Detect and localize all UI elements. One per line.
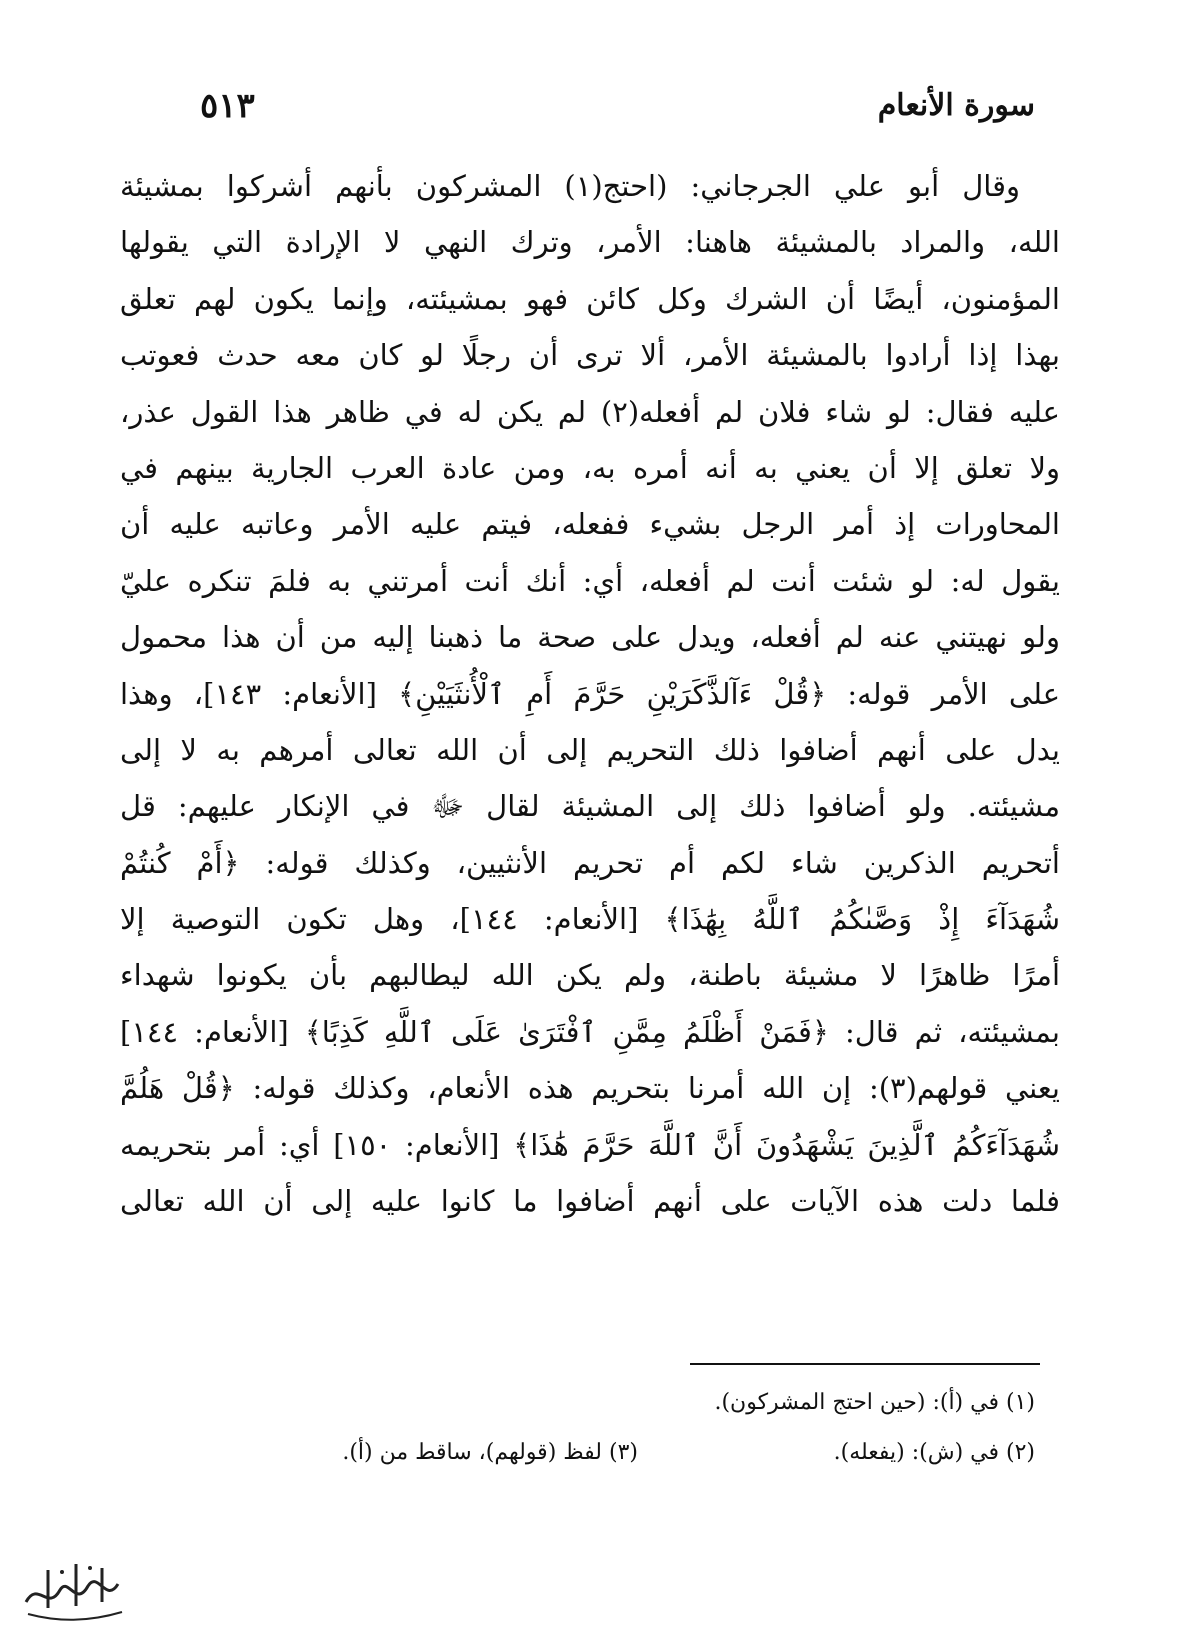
footnote-line [150,1378,1035,1428]
text-line: المحاورات إذ أمر الرجل بشيء ففعله، فيتم عليه الأمر وعاتبه عليه أن [120,507,1060,542]
text-line: أتحريم الذكرين شاء لكم أم تحريم الأنثيين، وكذلك قوله: ﴿أَمْ كُنتُمْ [120,845,1060,880]
text-line: ولو نهيتني عنه لم أفعله، ويدل على صحة ما ذهبنا إليه من أن هذا محمول [120,620,1060,655]
text-line: شُهَدَآءَكُمُ ٱلَّذِينَ يَشْهَدُونَ أَنَّ ٱللَّهَ حَرَّمَ هَٰذَا﴾ [الأنعام: ١٥٠] أي: أمر بتحريمه [120,1127,1060,1162]
text-line: أمرًا ظاهرًا لا مشيئة باطنة، ولم يكن الله ليطالبهم بأن يكونوا شهداء [120,958,1060,993]
text-line: فلما دلت هذه الآيات على أنهم أضافوا ما كانوا عليه إلى أن الله تعالى [120,1184,1060,1219]
text-line: يقول له: لو شئت أنت لم أفعله، أي: أنك أنت أمرتني به فلمَ تنكره عليّ [120,563,1060,598]
text-line: عليه فقال: لو شاء فلان لم أفعله(٢) لم يكن له في ظاهر هذا القول عذر، [120,394,1060,429]
footnote-1: (١) في (أ): (حين احتج المشركون). [714,1390,1035,1415]
text-line: مشيئته. ولو أضافوا ذلك إلى المشيئة لقال ﷻ في الإنكار عليهم: قل [120,789,1060,824]
library-stamp-icon [18,1550,128,1630]
footnotes [150,1378,1035,1478]
text-line: على الأمر قوله: ﴿قُلْ ءَآلذَّكَرَيْنِ حَرَّمَ أَمِ ٱلْأُنثَيَيْنِ﴾ [الأنعام: ١٤٣]، وهذا [120,676,1060,711]
text-line: بهذا إذا أرادوا بالمشيئة الأمر، ألا ترى أن رجلًا لو كان معه حدث فعوتب [120,338,1060,373]
surah-title: سورة الأنعام [877,88,1035,123]
footnote-2: (٢) في (ش): (يفعله). [833,1440,1035,1465]
text-line: المؤمنون، أيضًا أن الشرك وكل كائن فهو بمشيئته، وإنما يكون لهم تعلق [120,281,1060,316]
text-line: ولا تعلق إلا أن يعني به أنه أمره به، ومن عادة العرب الجارية بينهم في [120,450,1060,485]
page-header [150,88,1035,138]
text-line: شُهَدَآءَ إِذْ وَصَّىٰكُمُ ٱللَّهُ بِهَٰذَا﴾ [الأنعام: ١٤٤]، وهل تكون التوصية إلا [120,902,1060,937]
text-line: يدل على أنهم أضافوا ذلك التحريم إلى أن الله تعالى أمرهم به لا إلى [120,732,1060,767]
main-text [120,158,1060,1229]
footnote-3: (٣) لفظ (قولهم)، ساقط من (أ). [342,1440,638,1465]
footnote-separator [690,1363,1040,1365]
page-number: ٥١٣ [200,86,255,126]
text-line: وقال أبو علي الجرجاني: (احتج(١) المشركون بأنهم أشركوا بمشيئة [120,169,1020,203]
text-line: بمشيئته، ثم قال: ﴿فَمَنْ أَظْلَمُ مِمَّنِ ٱفْتَرَىٰ عَلَى ٱللَّهِ كَذِبًا﴾ [الأنعام: ١٤٤] [120,1014,1060,1049]
text-line: الله، والمراد بالمشيئة هاهنا: الأمر، وترك النهي لا الإرادة التي يقولها [120,225,1060,260]
footnote-line [150,1428,1035,1478]
text-line: يعني قولهم(٣): إن الله أمرنا بتحريم هذه الأنعام، وكذلك قوله: ﴿قُلْ هَلُمَّ [120,1071,1060,1106]
